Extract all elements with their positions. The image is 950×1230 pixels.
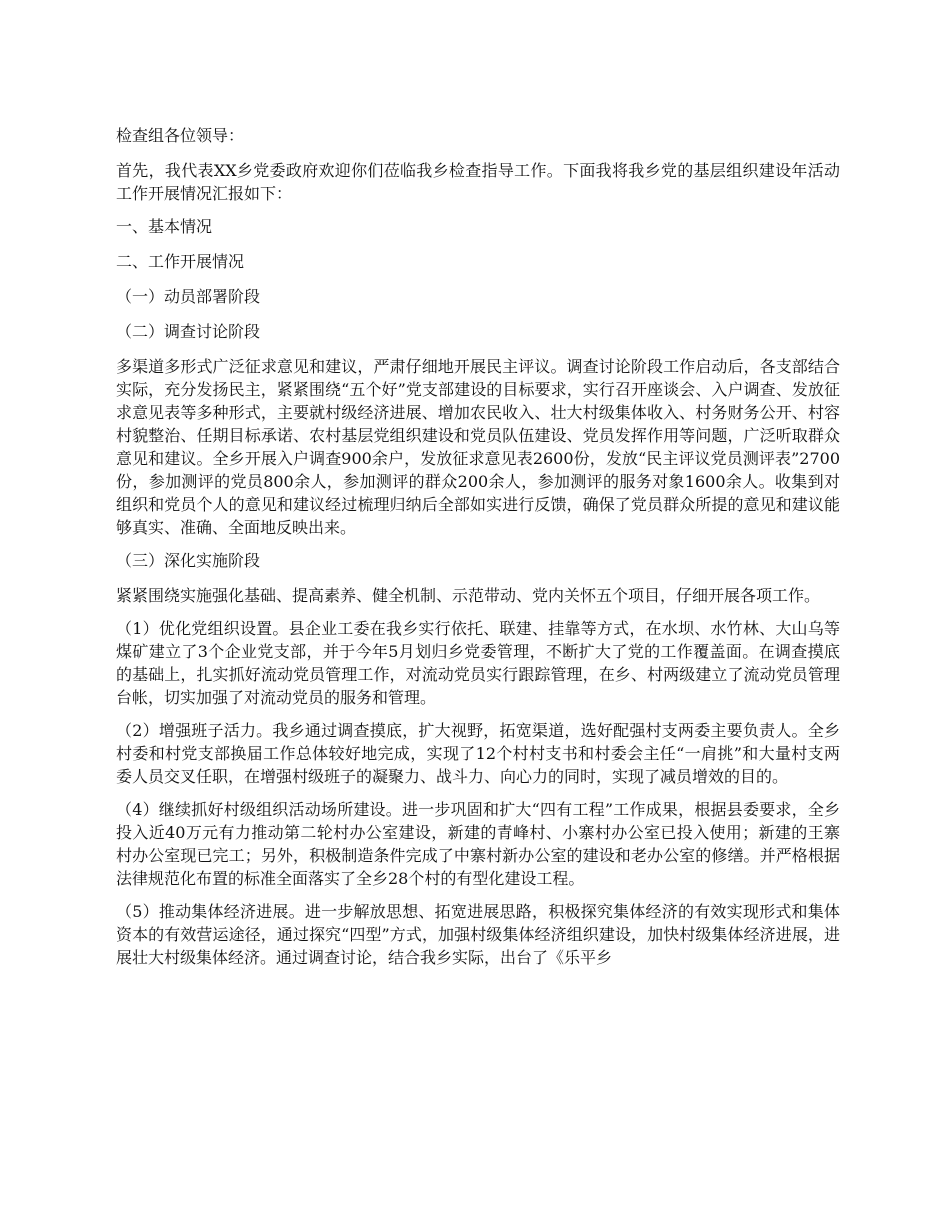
document-page xyxy=(116,124,840,979)
implementation-paragraph: 紧紧围绕实施强化基础、提高素养、健全机制、示范带动、党内关怀五个项目，仔细开展各项工作。 xyxy=(116,586,821,605)
section-heading-basic: 一、基本情况 xyxy=(116,217,213,236)
intro-paragraph: 首先，我代表XX乡党委政府欢迎你们莅临我乡检查指导工作。下面我将我乡党的基层组织建设年活动工作开展情况汇报如下： xyxy=(116,161,840,203)
section-heading-progress: 二、工作开展情况 xyxy=(116,252,245,271)
subheading-mobilization: （一）动员部署阶段 xyxy=(116,287,261,306)
subheading-implementation: （三）深化实施阶段 xyxy=(116,551,261,570)
salutation: 检查组各位领导： xyxy=(116,126,245,145)
item-paragraph-1: （1）优化党组织设置。县企业工委在我乡实行依托、联建、挂靠等方式，在水坝、水竹林、大山乌等煤矿建立了3个企业党支部，并于今年5月划归乡党委管理，不断扩大了党的工作覆盖面。在调查摸底的基础上，扎实抓好流动党员管理工作，对流动党员实行跟踪管理，在乡、村两级建立了流动党员管理台帐，切实加强了对流动党员的服务和管理。 xyxy=(116,619,840,707)
subheading-investigation: （二）调查讨论阶段 xyxy=(116,322,261,341)
item-paragraph-4: （4）继续抓好村级组织活动场所建设。进一步巩固和扩大“四有工程”工作成果，根据县委要求，全乡投入近40万元有力推动第二轮村办公室建设，新建的青峰村、小寨村办公室已投入使用；新建的王寨村办公室现已完工；另外，积极制造条件完成了中寨村新办公室的建设和老办公室的修缮。并严格根据法律规范化布置的标准全面落实了全乡28个村的有型化建设工程。 xyxy=(116,800,840,888)
item-paragraph-5: （5）推动集体经济进展。进一步解放思想、拓宽进展思路，积极探究集体经济的有效实现形式和集体资本的有效营运途径，通过探究“四型”方式，加强村级集体经济组织建设，加快村级集体经济进展，进展壮大村级集体经济。通过调查讨论，结合我乡实际，出台了《乐平乡 xyxy=(116,902,840,967)
investigation-paragraph: 多渠道多形式广泛征求意见和建议，严肃仔细地开展民主评议。调查讨论阶段工作启动后，各支部结合实际，充分发扬民主，紧紧围绕“五个好”党支部建设的目标要求，实行召开座谈会、入户调查、发放征求意见表等多种形式，主要就村级经济进展、增加农民收入、壮大村级集体收入、村务财务公开、村容村貌整治、任期目标承诺、农村基层党组织建设和党员队伍建设、党员发挥作用等问题，广泛听取群众意见和建议。全乡开展入户调查900余户，发放征求意见表2600份，发放“民主评议党员测评表”2700份，参加测评的党员800余人，参加测评的群众200余人，参加测评的服务对象1600余人。收集到对组织和党员个人的意见和建议经过梳理归纳后全部如实进行反馈，确保了党员群众所提的意见和建议能够真实、准确、全面地反映出来。 xyxy=(116,357,840,537)
item-paragraph-2: （2）增强班子活力。我乡通过调查摸底，扩大视野，拓宽渠道，选好配强村支两委主要负责人。全乡村委和村党支部换届工作总体较好地完成，实现了12个村村支书和村委会主任“一肩挑”和大量村支两委人员交叉任职，在增强村级班子的凝聚力、战斗力、向心力的同时，实现了减员增效的目的。 xyxy=(116,721,840,786)
